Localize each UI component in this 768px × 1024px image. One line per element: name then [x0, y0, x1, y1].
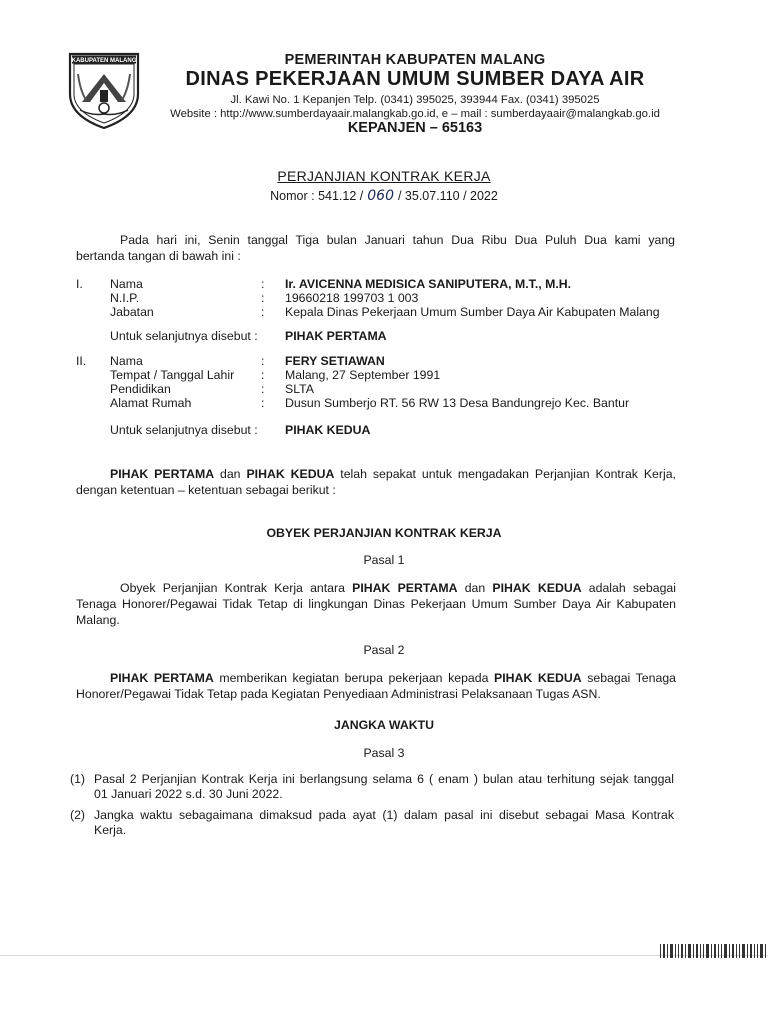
- pasal-3-item-1-line-1: Pasal 2 Perjanjian Kontrak Kerja ini berlangsung selama 6 ( enam ) bulan atau terhitung sejak tanggal: [94, 772, 674, 786]
- section-object-title: OBYEK PERJANJIAN KONTRAK KERJA: [266, 526, 502, 540]
- crest-label: KABUPATEN MALANG: [71, 57, 137, 64]
- document-title: PERJANJIAN KONTRAK KERJA: [277, 168, 491, 184]
- kabupaten-malang-crest-icon: [66, 50, 142, 130]
- pihak-kedua: PIHAK KEDUA: [246, 467, 335, 481]
- section-duration-title: JANGKA WAKTU: [334, 718, 434, 732]
- party2-referred-label: Untuk selanjutnya disebut :: [110, 423, 258, 437]
- number-prefix: Nomor : 541.12 /: [270, 189, 364, 203]
- party2-name-label: Nama: [110, 354, 143, 368]
- party1-nip-label: N.I.P.: [110, 291, 140, 305]
- pasal-3-item-2-number: (2): [70, 808, 86, 822]
- pihak-pertama: PIHAK PERTAMA: [110, 467, 215, 481]
- pasal-3-item-1-line-2: 01 Januari 2022 s.d. 30 Juni 2022.: [94, 787, 283, 801]
- pasal-1-heading: Pasal 1: [363, 553, 405, 567]
- pasal-3-item-2-line-2: Kerja.: [94, 823, 127, 837]
- party2-birth-value: Malang, 27 September 1991: [285, 368, 441, 382]
- text-and: dan: [457, 581, 493, 595]
- document-number: [0, 188, 768, 204]
- colon: :: [261, 291, 265, 305]
- scan-edge-line: [0, 955, 768, 956]
- party2-education-label: Pendidikan: [110, 382, 171, 396]
- pasal-2-heading: Pasal 2: [363, 643, 405, 657]
- website-email: Website : http://www.sumberdayaair.malangkab.go.id, e – mail : sumberdayaair@malangkab.go.id: [170, 108, 660, 120]
- pasal-1-line-1: [120, 580, 676, 596]
- city-postcode: KEPANJEN – 65163: [347, 120, 483, 136]
- department-name: DINAS PEKERJAAN UMUM SUMBER DAYA AIR: [185, 68, 645, 90]
- party1-nip-value: 19660218 199703 1 003: [285, 291, 419, 305]
- text-and: dan: [214, 467, 247, 481]
- party1-number: I.: [76, 277, 83, 291]
- party1-name-value: Ir. AVICENNA MEDISICA SANIPUTERA, M.T., M.H.: [285, 277, 572, 291]
- government-name: PEMERINTAH KABUPATEN MALANG: [284, 52, 546, 68]
- party1-name-label: Nama: [110, 277, 143, 291]
- party2-address-value: Dusun Sumberjo RT. 56 RW 13 Desa Bandungrejo Kec. Bantur: [285, 396, 630, 410]
- colon: :: [261, 396, 265, 410]
- intro-line-1: Pada hari ini, Senin tanggal Tiga bulan Januari tahun Dua Ribu Dua Puluh Dua kami yang: [120, 233, 675, 247]
- number-suffix: / 35.07.110 / 2022: [397, 189, 498, 203]
- pasal-1-line-3: Malang.: [76, 613, 120, 627]
- office-address: Jl. Kawi No. 1 Kepanjen Telp. (0341) 395025, 393944 Fax. (0341) 395025: [230, 94, 600, 106]
- pihak-kedua: PIHAK KEDUA: [492, 581, 582, 595]
- agreement-rest: telah sepakat untuk mengadakan Perjanjian Kontrak Kerja,: [334, 467, 676, 481]
- pihak-kedua: PIHAK KEDUA: [494, 671, 582, 685]
- colon: :: [261, 305, 265, 319]
- party1-position-value: Kepala Dinas Pekerjaan Umum Sumber Daya Air Kabupaten Malang: [285, 305, 660, 319]
- party2-name-value: FERY SETIAWAN: [285, 354, 385, 368]
- party1-referred-label: Untuk selanjutnya disebut :: [110, 329, 258, 343]
- barcode-strip-icon: [660, 944, 768, 958]
- handwritten-number: 060: [367, 188, 394, 204]
- party2-education-value: SLTA: [285, 382, 314, 396]
- agreement-line-2: dengan ketentuan – ketentuan sebagai berikut :: [76, 483, 336, 497]
- party2-referred-value: PIHAK KEDUA: [285, 423, 371, 437]
- party2-number: II.: [76, 354, 87, 368]
- pasal-1-pre: Obyek Perjanjian Kontrak Kerja antara: [120, 581, 353, 595]
- party1-referred-value: PIHAK PERTAMA: [285, 329, 387, 343]
- pasal-2-mid: memberikan kegiatan berupa pekerjaan kepada: [213, 671, 495, 685]
- party1-position-label: Jabatan: [110, 305, 154, 319]
- pasal-1-post: adalah sebagai: [581, 581, 676, 595]
- party2-birth-label: Tempat / Tanggal Lahir: [110, 368, 235, 382]
- colon: :: [261, 368, 265, 382]
- pasal-2-line-1: [110, 670, 676, 686]
- colon: :: [261, 277, 265, 291]
- pihak-pertama: PIHAK PERTAMA: [110, 671, 214, 685]
- colon: :: [261, 382, 265, 396]
- agreement-line-1: [110, 466, 676, 482]
- party2-address-label: Alamat Rumah: [110, 396, 192, 410]
- pasal-3-item-2-line-1: Jangka waktu sebagaimana dimaksud pada ayat (1) dalam pasal ini disebut sebagai Masa Kontrak: [94, 808, 674, 822]
- pihak-pertama: PIHAK PERTAMA: [352, 581, 458, 595]
- colon: :: [261, 354, 265, 368]
- pasal-2-post: sebagai Tenaga: [581, 671, 676, 685]
- intro-line-2: bertanda tangan di bawah ini :: [76, 249, 241, 263]
- pasal-1-line-2: Tenaga Honorer/Pegawai Tidak Tetap di lingkungan Dinas Pekerjaan Umum Sumber Daya Air Kabupaten: [76, 597, 676, 611]
- pasal-3-item-1-number: (1): [70, 772, 86, 786]
- pasal-2-line-2: Honorer/Pegawai Tidak Tetap pada Kegiatan Penyediaan Administrasi Pelaksanaan Tugas ASN.: [76, 687, 601, 701]
- pasal-3-heading: Pasal 3: [363, 746, 405, 760]
